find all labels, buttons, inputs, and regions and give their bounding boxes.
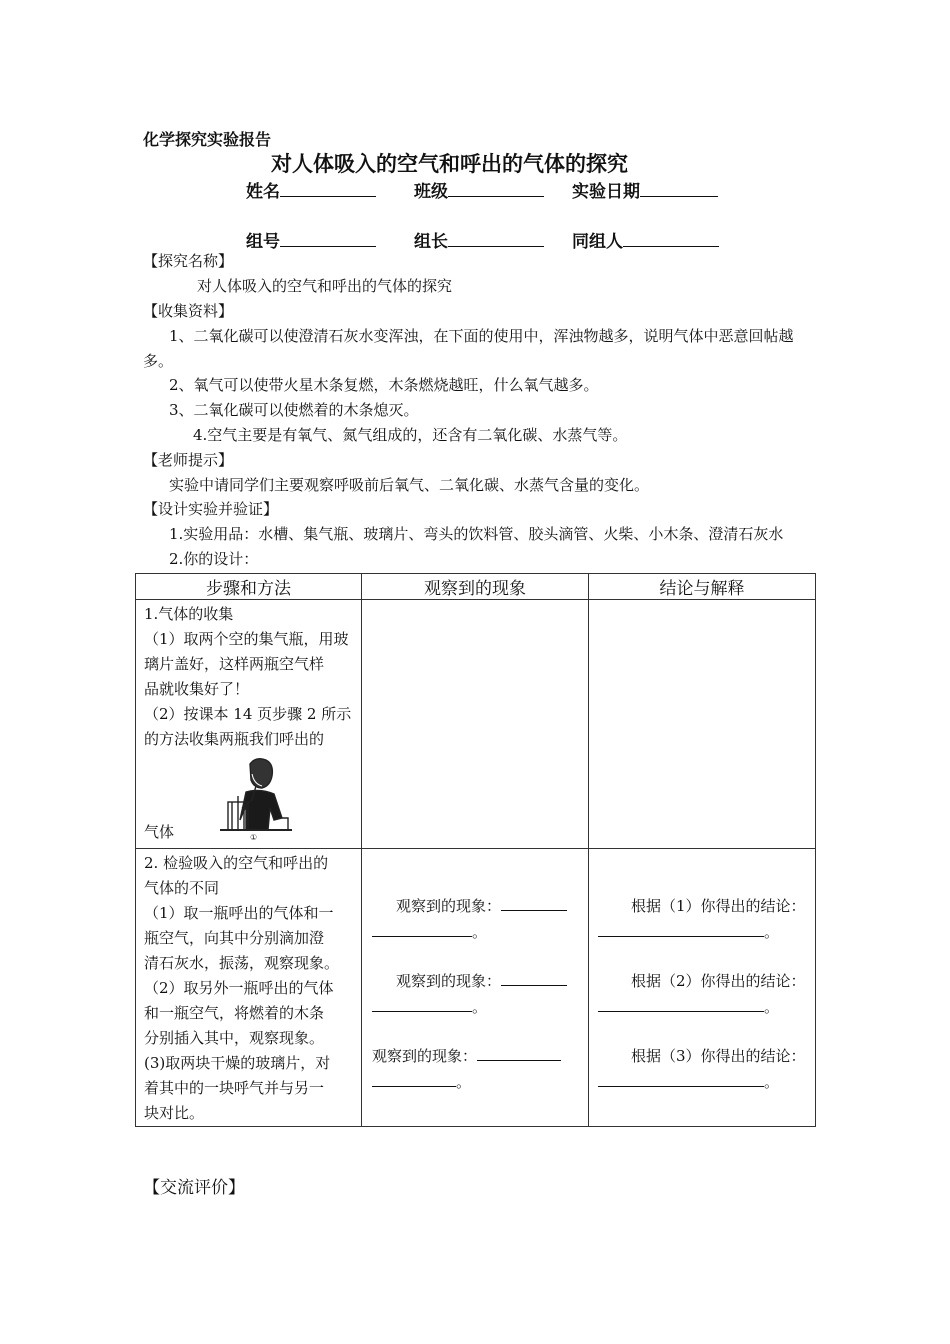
observation-blank-line[interactable] (372, 996, 487, 1017)
experiment-table (135, 573, 816, 1127)
figure-label: ① (250, 833, 258, 842)
group-field[interactable] (246, 227, 376, 252)
class-blank[interactable] (448, 182, 544, 197)
design-item: 2.你的设计： (169, 550, 259, 568)
leader-blank[interactable] (448, 232, 544, 247)
observation-prompt-1 (396, 895, 567, 916)
section-heading-collect: 【收集资料】 (143, 302, 234, 320)
section-heading-design: 【设计实验并验证】 (143, 500, 279, 518)
period-mark: 。 (764, 998, 780, 1016)
class-label: 班级 (414, 182, 448, 202)
observation-prompt-2 (396, 970, 567, 991)
step-line: 和一瓶空气，将燃着的木条 (144, 1004, 325, 1022)
date-field[interactable] (572, 177, 718, 202)
period-mark: 。 (764, 923, 780, 941)
period-mark: 。 (472, 998, 488, 1016)
inquiry-name: 对人体吸入的空气和呼出的气体的探究 (197, 277, 453, 295)
conclusion-prompt-3: 根据（3）你得出的结论： (631, 1047, 806, 1065)
name-label: 姓名 (246, 182, 280, 202)
table-cell-conclusion2[interactable] (589, 849, 816, 1127)
section-heading-exchange: 【交流评价】 (143, 1178, 245, 1198)
observation-blank-line[interactable] (372, 1071, 471, 1092)
step-line: 2. 检验吸入的空气和呼出的 (144, 854, 329, 872)
table-cell-conclusion1[interactable] (589, 600, 816, 849)
class-field[interactable] (414, 177, 544, 202)
step-line: 块对比。 (144, 1104, 205, 1122)
step-line: （1）取两个空的集气瓶，用玻 (144, 630, 349, 648)
step-line: 分别插入其中，观察现象。 (144, 1029, 325, 1047)
group-label: 组号 (246, 232, 280, 252)
report-category: 化学探究实验报告 (143, 130, 272, 149)
observation-label: 观察到的现象： (396, 972, 502, 990)
observation-label: 观察到的现象： (372, 1047, 478, 1065)
page-title: 对人体吸入的空气和呼出的气体的探究 (271, 151, 628, 176)
table-cell-observation1[interactable] (362, 600, 589, 849)
column-header-observation: 观察到的现象 (362, 574, 589, 600)
step-line: 气体的不同 (144, 879, 220, 897)
collect-item: 3、二氧化碳可以使燃着的木条熄灭。 (169, 401, 419, 419)
observation-prompt-3 (372, 1045, 561, 1066)
column-header-conclusion: 结论与解释 (589, 574, 816, 600)
table-cell-step1 (136, 600, 362, 849)
date-label: 实验日期 (572, 182, 640, 202)
step-line: （2）取另外一瓶呼出的气体 (144, 979, 334, 997)
column-header-steps: 步骤和方法 (136, 574, 362, 600)
step-line: （2）按课本 14 页步骤 2 所示 (144, 705, 352, 723)
period-mark: 。 (764, 1073, 780, 1091)
date-blank[interactable] (640, 182, 718, 197)
group-blank[interactable] (280, 232, 376, 247)
step-line: (3)取两块干燥的玻璃片，对 (144, 1054, 331, 1072)
collect-item: 4.空气主要是有氧气、氮气组成的，还含有二氧化碳、水蒸气等。 (193, 426, 628, 444)
observation-blank[interactable] (501, 971, 567, 986)
partner-label: 同组人 (572, 232, 623, 252)
collect-item: 2、氧气可以使带火星木条复燃，木条燃烧越旺，什么氧气越多。 (169, 376, 599, 394)
table-cell-step2 (136, 849, 362, 1127)
period-mark: 。 (472, 923, 488, 941)
step-line: 瓶空气，向其中分别滴加澄 (144, 929, 325, 947)
name-field[interactable] (246, 177, 376, 202)
step-line: 气体 (144, 823, 175, 841)
partner-field[interactable] (572, 227, 719, 252)
breathing-figure-icon (216, 756, 296, 842)
conclusion-blank-line[interactable] (598, 1071, 779, 1092)
collect-item: 1、二氧化碳可以使澄清石灰水变浑浊，在下面的使用中，浑浊物越多，说明气体中恶意回帖越多。 (143, 327, 794, 370)
conclusion-blank-line[interactable] (598, 996, 779, 1017)
period-mark: 。 (456, 1073, 472, 1091)
step-line: 品就收集好了！ (144, 680, 250, 698)
conclusion-blank-line[interactable] (598, 921, 779, 942)
name-blank[interactable] (280, 182, 376, 197)
partner-blank[interactable] (623, 232, 719, 247)
section-heading-name: 【探究名称】 (143, 252, 234, 270)
conclusion-prompt-1: 根据（1）你得出的结论： (631, 897, 806, 915)
observation-label: 观察到的现象： (396, 897, 502, 915)
step-line: （1）取一瓶呼出的气体和一 (144, 904, 334, 922)
step-line: 清石灰水，振荡，观察现象。 (144, 954, 340, 972)
design-item: 1.实验用品：水槽、集气瓶、玻璃片、弯头的饮料管、胶头滴管、火柴、小木条、澄清石灰水 (169, 525, 784, 543)
table-cell-observation2[interactable] (362, 849, 589, 1127)
step-line: 的方法收集两瓶我们呼出的 (144, 730, 325, 748)
step-line: 璃片盖好，这样两瓶空气样 (144, 655, 325, 673)
observation-blank-line[interactable] (372, 921, 487, 942)
observation-blank[interactable] (477, 1046, 561, 1061)
step-line: 着其中的一块呼气并与另一 (144, 1079, 325, 1097)
leader-field[interactable] (414, 227, 544, 252)
leader-label: 组长 (414, 232, 448, 252)
section-heading-teacher: 【老师提示】 (143, 451, 234, 469)
observation-blank[interactable] (501, 896, 567, 911)
step-line: 1.气体的收集 (144, 605, 234, 623)
conclusion-prompt-2: 根据（2）你得出的结论： (631, 972, 806, 990)
teacher-hint: 实验中请同学们主要观察呼吸前后氧气、二氧化碳、水蒸气含量的变化。 (169, 476, 650, 494)
